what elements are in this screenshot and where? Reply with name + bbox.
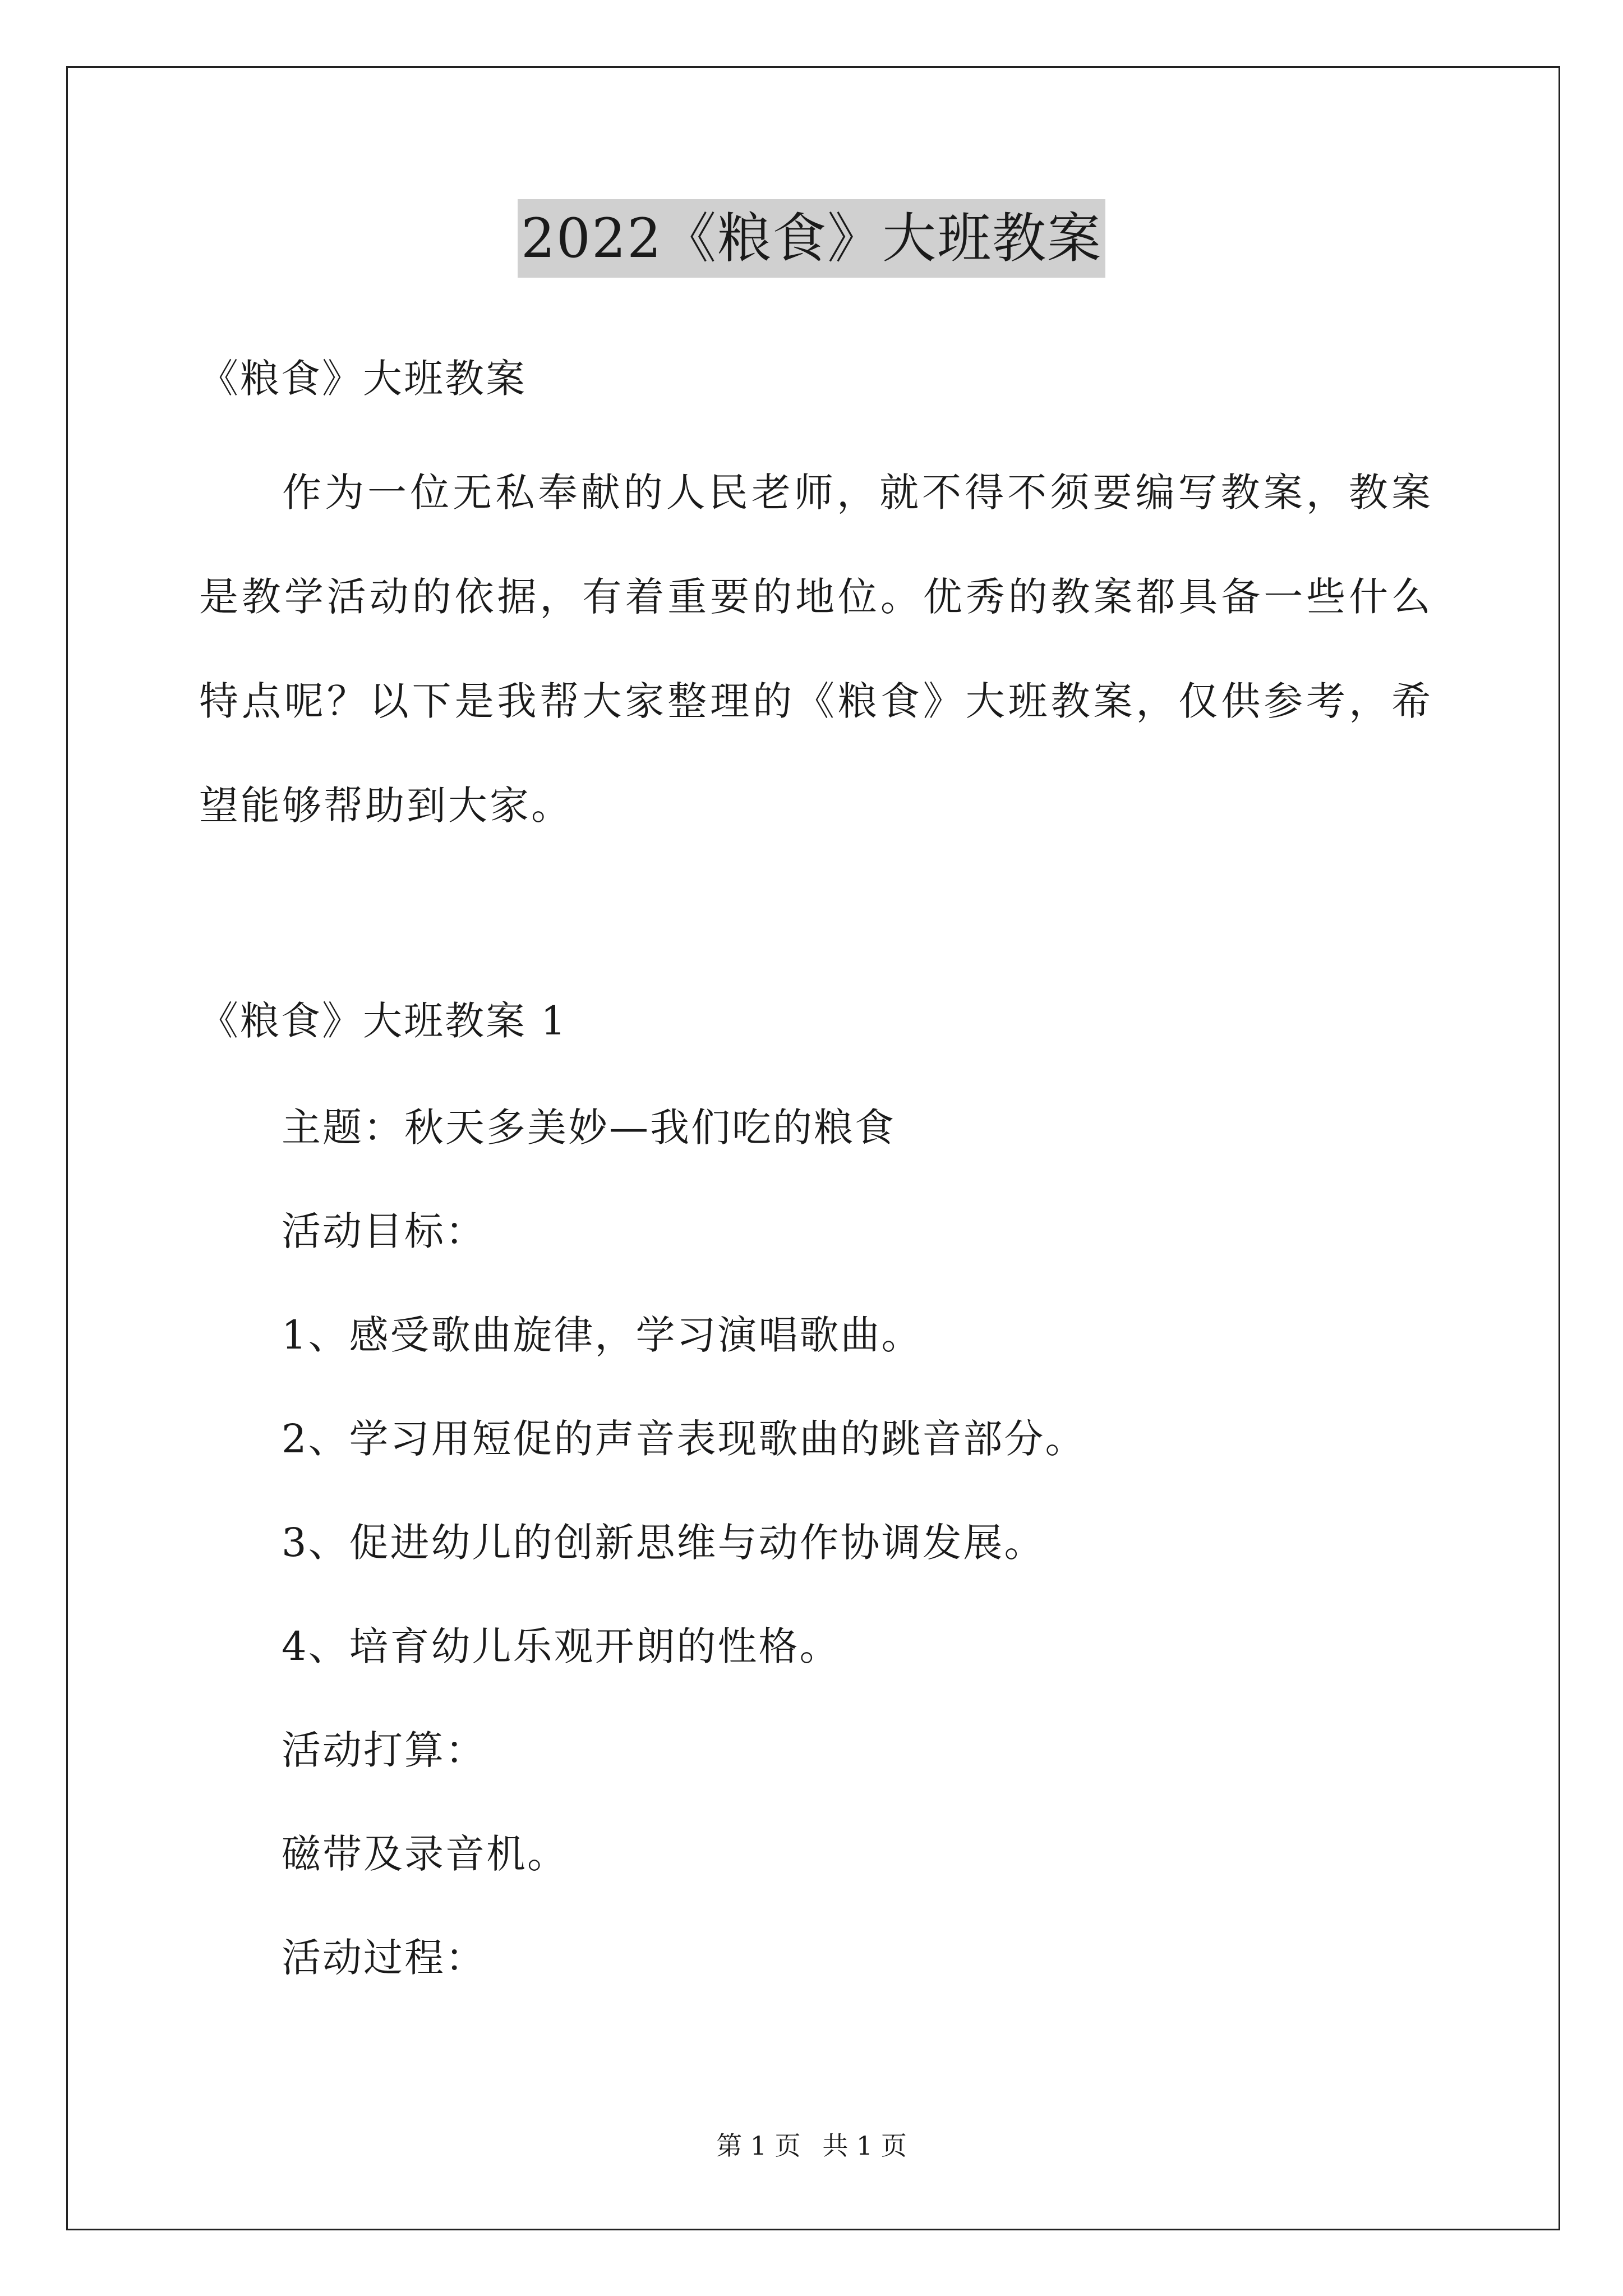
page-footer [0, 2129, 1623, 2162]
document-title: 2022《粮食》大班教案 [518, 199, 1105, 278]
section-heading: 《粮食》大班教案 1 [199, 998, 568, 1044]
goal-item: 3、促进幼儿的创新思维与动作协调发展。 [282, 1520, 1045, 1566]
title-container [0, 199, 1623, 278]
intro-paragraph: 作为一位无私奉献的人民老师，就不得不须要编写教案，教案是教学活动的依据，有着重要的地位。优秀的教案都具备一些什么特点呢？以下是我帮大家整理的《粮食》大班教案，仅供参考，希望能够帮助到大家。 [199, 470, 1433, 829]
goal-item: 1、感受歌曲旋律，学习演唱歌曲。 [282, 1312, 923, 1358]
page-number: 第 1 页 [716, 2131, 801, 2161]
goals-label: 活动目标： [282, 1208, 486, 1254]
document-subtitle: 《粮食》大班教案 [199, 356, 527, 402]
prep-label: 活动打算： [282, 1727, 486, 1773]
prep-text: 磁带及录音机。 [282, 1831, 568, 1877]
goal-item: 2、学习用短促的声音表现歌曲的跳音部分。 [282, 1416, 1086, 1462]
page-total: 共 1 页 [822, 2131, 907, 2161]
process-label: 活动过程： [282, 1935, 486, 1981]
theme-line: 主题：秋天多美妙—我们吃的粮食 [282, 1105, 896, 1151]
goal-item: 4、培育幼儿乐观开朗的性格。 [282, 1623, 841, 1669]
